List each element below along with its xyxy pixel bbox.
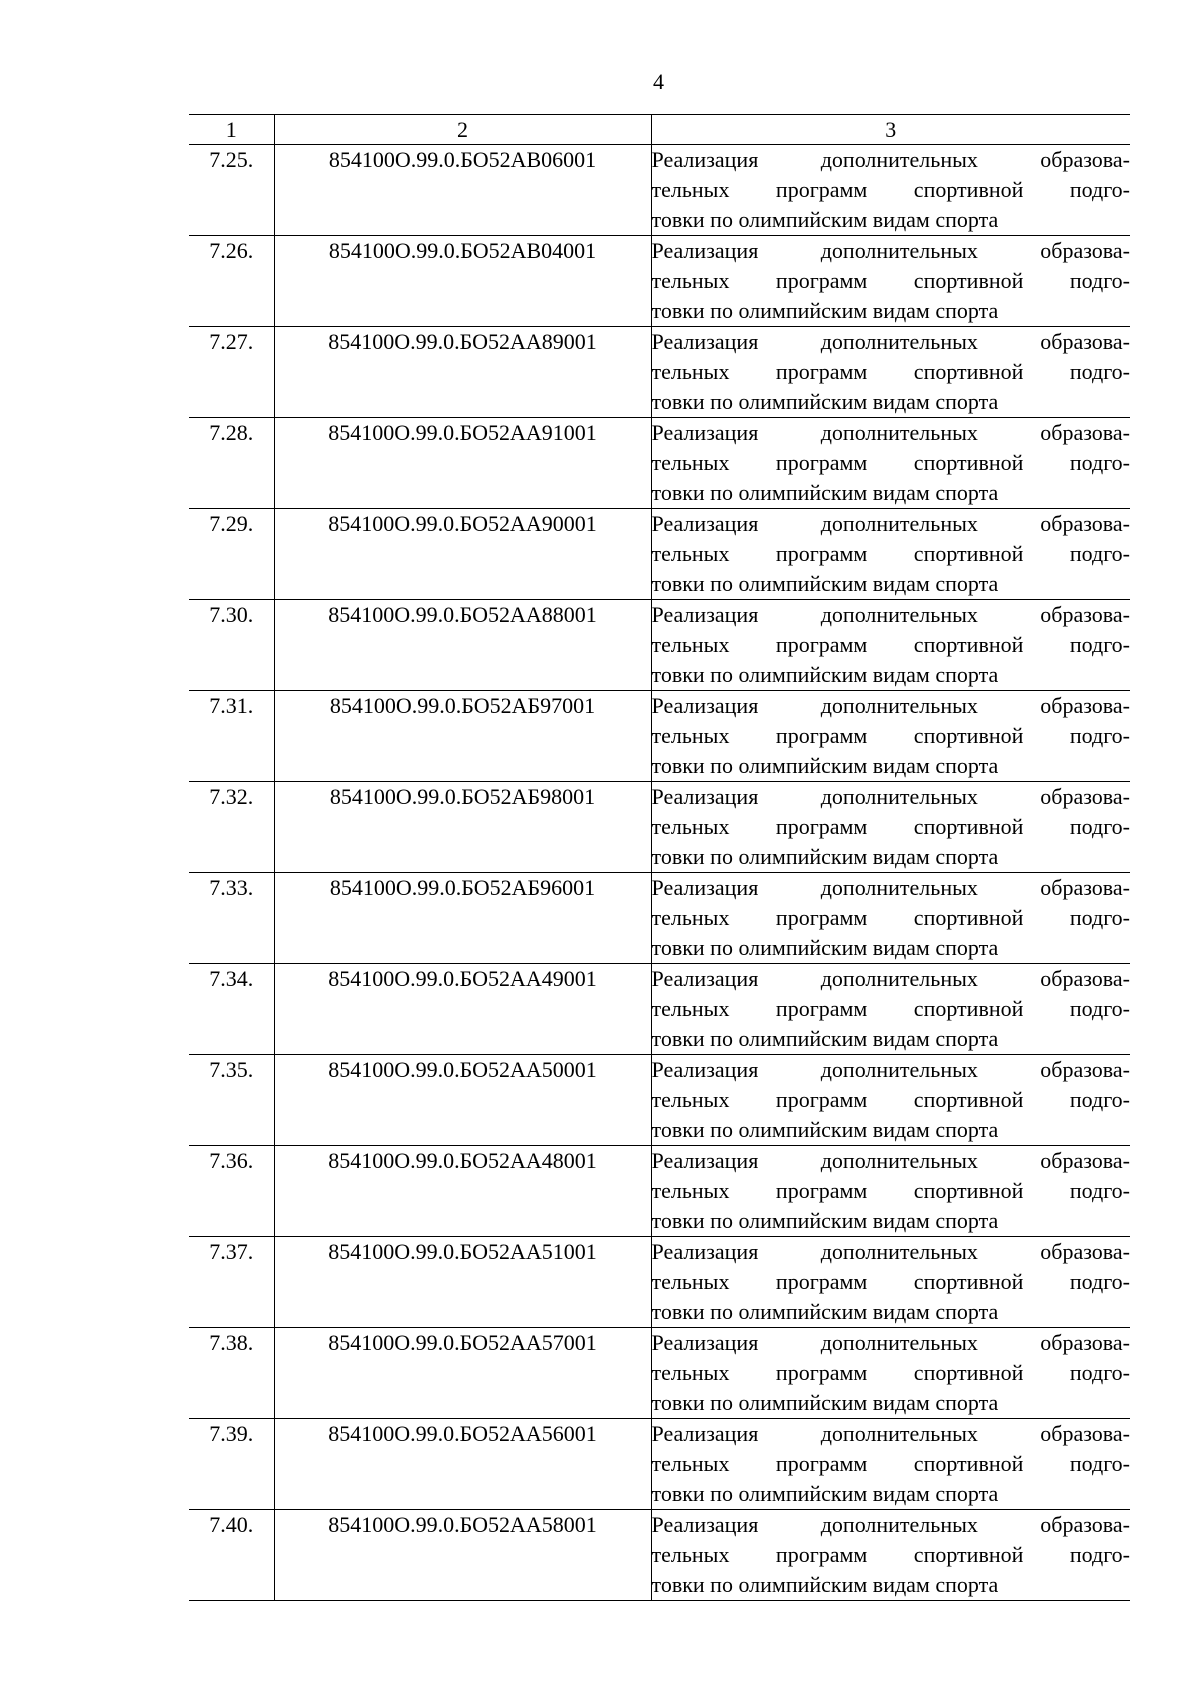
- description-line: товки по олимпийским видам спорта: [651, 935, 999, 960]
- description-line: товки по олимпийским видам спорта: [651, 662, 999, 687]
- service-description-cell: [651, 964, 1130, 1055]
- row-number-cell: 7.29.: [189, 509, 274, 600]
- row-number-cell: 7.37.: [189, 1237, 274, 1328]
- description-line: товки по олимпийским видам спорта: [651, 1299, 999, 1324]
- table-header-row: [189, 115, 1130, 145]
- row-number-cell: 7.28.: [189, 418, 274, 509]
- description-line: тельных программ спортивной подго-: [651, 1542, 1130, 1567]
- row-number-cell: 7.33.: [189, 873, 274, 964]
- service-code-cell: 854100О.99.0.БО52АА56001: [274, 1419, 651, 1510]
- column-header-number: 1: [189, 115, 274, 145]
- table-row: [189, 1146, 1130, 1237]
- description-line: тельных программ спортивной подго-: [651, 1269, 1130, 1294]
- row-number-cell: 7.34.: [189, 964, 274, 1055]
- description-line: товки по олимпийским видам спорта: [651, 1390, 999, 1415]
- service-code-cell: 854100О.99.0.БО52АБ96001: [274, 873, 651, 964]
- service-code-cell: 854100О.99.0.БО52АА89001: [274, 327, 651, 418]
- table-row: [189, 1328, 1130, 1419]
- description-line: товки по олимпийским видам спорта: [651, 1208, 999, 1233]
- row-number-cell: 7.31.: [189, 691, 274, 782]
- description-line: Реализация дополнительных образова-: [651, 1421, 1130, 1446]
- description-line: Реализация дополнительных образова-: [651, 329, 1130, 354]
- service-description-cell: [651, 1510, 1130, 1601]
- table-row: [189, 509, 1130, 600]
- services-table: [189, 114, 1130, 1601]
- description-line: тельных программ спортивной подго-: [651, 541, 1130, 566]
- service-description-cell: [651, 1419, 1130, 1510]
- row-number-cell: 7.40.: [189, 1510, 274, 1601]
- description-line: Реализация дополнительных образова-: [651, 511, 1130, 536]
- description-line: Реализация дополнительных образова-: [651, 602, 1130, 627]
- description-line: тельных программ спортивной подго-: [651, 450, 1130, 475]
- row-number-cell: 7.26.: [189, 236, 274, 327]
- service-code-cell: 854100О.99.0.БО52АА91001: [274, 418, 651, 509]
- table-row: [189, 600, 1130, 691]
- service-code-cell: 854100О.99.0.БО52АА57001: [274, 1328, 651, 1419]
- service-description-cell: [651, 236, 1130, 327]
- table-row: [189, 1055, 1130, 1146]
- description-line: Реализация дополнительных образова-: [651, 1330, 1130, 1355]
- description-line: товки по олимпийским видам спорта: [651, 1026, 999, 1051]
- table-row: [189, 873, 1130, 964]
- table-body: [189, 145, 1130, 1601]
- table-row: [189, 145, 1130, 236]
- service-code-cell: 854100О.99.0.БО52АА49001: [274, 964, 651, 1055]
- service-code-cell: 854100О.99.0.БО52АА51001: [274, 1237, 651, 1328]
- service-code-cell: 854100О.99.0.БО52АБ97001: [274, 691, 651, 782]
- service-code-cell: 854100О.99.0.БО52АВ06001: [274, 145, 651, 236]
- table-row: [189, 691, 1130, 782]
- row-number-cell: 7.35.: [189, 1055, 274, 1146]
- table-row: [189, 1237, 1130, 1328]
- row-number-cell: 7.25.: [189, 145, 274, 236]
- table-row: [189, 1510, 1130, 1601]
- description-line: Реализация дополнительных образова-: [651, 420, 1130, 445]
- description-line: Реализация дополнительных образова-: [651, 966, 1130, 991]
- description-line: товки по олимпийским видам спорта: [651, 1117, 999, 1142]
- column-header-description: 3: [651, 115, 1130, 145]
- service-description-cell: [651, 1237, 1130, 1328]
- table-row: [189, 418, 1130, 509]
- description-line: товки по олимпийским видам спорта: [651, 480, 999, 505]
- description-line: тельных программ спортивной подго-: [651, 1087, 1130, 1112]
- description-line: товки по олимпийским видам спорта: [651, 844, 999, 869]
- service-description-cell: [651, 1055, 1130, 1146]
- service-description-cell: [651, 509, 1130, 600]
- table-row: [189, 327, 1130, 418]
- service-description-cell: [651, 600, 1130, 691]
- description-line: товки по олимпийским видам спорта: [651, 207, 999, 232]
- description-line: тельных программ спортивной подго-: [651, 814, 1130, 839]
- row-number-cell: 7.39.: [189, 1419, 274, 1510]
- service-description-cell: [651, 327, 1130, 418]
- description-line: тельных программ спортивной подго-: [651, 1360, 1130, 1385]
- service-code-cell: 854100О.99.0.БО52АА88001: [274, 600, 651, 691]
- description-line: товки по олимпийским видам спорта: [651, 753, 999, 778]
- page-number: 4: [653, 69, 664, 94]
- service-code-cell: 854100О.99.0.БО52АВ04001: [274, 236, 651, 327]
- service-description-cell: [651, 691, 1130, 782]
- service-code-cell: 854100О.99.0.БО52АА50001: [274, 1055, 651, 1146]
- description-line: Реализация дополнительных образова-: [651, 1057, 1130, 1082]
- description-line: Реализация дополнительных образова-: [651, 693, 1130, 718]
- service-code-cell: 854100О.99.0.БО52АА90001: [274, 509, 651, 600]
- row-number-cell: 7.32.: [189, 782, 274, 873]
- description-line: товки по олимпийским видам спорта: [651, 389, 999, 414]
- row-number-cell: 7.38.: [189, 1328, 274, 1419]
- description-line: тельных программ спортивной подго-: [651, 723, 1130, 748]
- description-line: тельных программ спортивной подго-: [651, 1178, 1130, 1203]
- row-number-cell: 7.30.: [189, 600, 274, 691]
- service-code-cell: 854100О.99.0.БО52АБ98001: [274, 782, 651, 873]
- description-line: Реализация дополнительных образова-: [651, 1512, 1130, 1537]
- service-description-cell: [651, 782, 1130, 873]
- description-line: Реализация дополнительных образова-: [651, 1239, 1130, 1264]
- table-row: [189, 782, 1130, 873]
- description-line: тельных программ спортивной подго-: [651, 996, 1130, 1021]
- description-line: товки по олимпийским видам спорта: [651, 1572, 999, 1597]
- table-row: [189, 236, 1130, 327]
- service-description-cell: [651, 418, 1130, 509]
- service-description-cell: [651, 145, 1130, 236]
- description-line: тельных программ спортивной подго-: [651, 1451, 1130, 1476]
- description-line: Реализация дополнительных образова-: [651, 875, 1130, 900]
- service-description-cell: [651, 1328, 1130, 1419]
- row-number-cell: 7.36.: [189, 1146, 274, 1237]
- description-line: товки по олимпийским видам спорта: [651, 571, 999, 596]
- description-line: Реализация дополнительных образова-: [651, 238, 1130, 263]
- service-description-cell: [651, 873, 1130, 964]
- description-line: Реализация дополнительных образова-: [651, 147, 1130, 172]
- column-header-code: 2: [274, 115, 651, 145]
- description-line: тельных программ спортивной подго-: [651, 632, 1130, 657]
- description-line: Реализация дополнительных образова-: [651, 1148, 1130, 1173]
- table-row: [189, 1419, 1130, 1510]
- service-code-cell: 854100О.99.0.БО52АА58001: [274, 1510, 651, 1601]
- description-line: тельных программ спортивной подго-: [651, 268, 1130, 293]
- description-line: тельных программ спортивной подго-: [651, 177, 1130, 202]
- description-line: тельных программ спортивной подго-: [651, 905, 1130, 930]
- row-number-cell: 7.27.: [189, 327, 274, 418]
- description-line: тельных программ спортивной подго-: [651, 359, 1130, 384]
- service-description-cell: [651, 1146, 1130, 1237]
- description-line: товки по олимпийским видам спорта: [651, 1481, 999, 1506]
- service-code-cell: 854100О.99.0.БО52АА48001: [274, 1146, 651, 1237]
- description-line: товки по олимпийским видам спорта: [651, 298, 999, 323]
- description-line: Реализация дополнительных образова-: [651, 784, 1130, 809]
- table-row: [189, 964, 1130, 1055]
